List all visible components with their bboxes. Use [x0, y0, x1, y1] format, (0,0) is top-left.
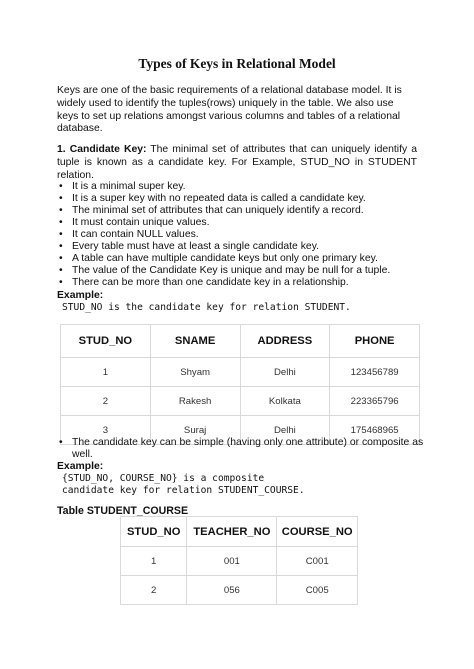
table-cell: Shyam	[150, 358, 240, 387]
column-header: PHONE	[330, 325, 420, 358]
table-cell: 3	[61, 416, 151, 445]
table-row	[121, 547, 358, 576]
table-caption: Table STUDENT_COURSE	[57, 505, 189, 517]
table-cell: 2	[61, 387, 151, 416]
table-cell: Rakesh	[150, 387, 240, 416]
table-cell: Suraj	[150, 416, 240, 445]
table-cell: 056	[187, 576, 277, 605]
column-header: TEACHER_NO	[187, 517, 277, 547]
intro-paragraph: Keys are one of the basic requirements of a relational database model. It is widely used to identify the tuples(rows) uniquely in the table. We also use keys to set up relations amongst various columns and tables of a relational database.	[57, 85, 402, 135]
candidate-key-bullet-list	[57, 181, 437, 289]
student-course-table	[120, 516, 358, 605]
bullet-item: • It must contain unique values.	[57, 217, 437, 229]
bullet-item: • The candidate key can be simple (having only one attribute) or composite as well.	[57, 437, 437, 461]
table-cell: 1	[121, 547, 187, 576]
table-cell: Delhi	[240, 416, 330, 445]
student-table	[60, 324, 420, 445]
example-code-line: {STUD_NO, COURSE_NO} is a composite	[62, 473, 265, 484]
table-cell: 223365796	[330, 387, 420, 416]
column-header: STUD_NO	[121, 517, 187, 547]
column-header: COURSE_NO	[277, 517, 358, 547]
bullet-item: • There can be more than one candidate key in a relationship.	[57, 277, 437, 289]
example-code: STUD_NO is the candidate key for relation STUDENT.	[62, 302, 351, 313]
table-row	[121, 576, 358, 605]
candidate-key-heading: 1. Candidate Key:	[57, 144, 147, 155]
example-label: Example:	[57, 290, 104, 301]
table-cell: C005	[277, 576, 358, 605]
bullet-item: • It can contain NULL values.	[57, 229, 437, 241]
example-label: Example:	[57, 461, 104, 472]
bullet-item: • The minimal set of attributes that can uniquely identify a record.	[57, 205, 437, 217]
page-title: Types of Keys in Relational Model	[138, 56, 336, 71]
bullet-item: • A table can have multiple candidate keys but only one primary key.	[57, 253, 437, 265]
bullet-item: • It is a minimal super key.	[57, 181, 437, 193]
table-cell: 175468965	[330, 416, 420, 445]
candidate-key-paragraph	[57, 144, 417, 182]
candidate-key-text: The minimal set of attributes that can uniquely identify a tuple is known as a candidate key. For Example, STUD_NO in STUDENT relation.	[57, 144, 417, 181]
table-header-row	[61, 325, 420, 358]
example-code-line: candidate key for relation STUDENT_COURSE.	[62, 485, 305, 496]
table-cell: 123456789	[330, 358, 420, 387]
table-header-row	[121, 517, 358, 547]
table-cell: 001	[187, 547, 277, 576]
column-header: SNAME	[150, 325, 240, 358]
composite-bullet-list	[57, 437, 437, 461]
bullet-item: • The value of the Candidate Key is unique and may be null for a tuple.	[57, 265, 437, 277]
table-row	[61, 387, 420, 416]
table-cell: Kolkata	[240, 387, 330, 416]
table-cell: C001	[277, 547, 358, 576]
column-header: ADDRESS	[240, 325, 330, 358]
table-cell: 2	[121, 576, 187, 605]
table-cell: 1	[61, 358, 151, 387]
table-row	[61, 358, 420, 387]
bullet-item: • It is a super key with no repeated data is called a candidate key.	[57, 193, 437, 205]
bullet-item: • Every table must have at least a single candidate key.	[57, 241, 437, 253]
column-header: STUD_NO	[61, 325, 151, 358]
table-cell: Delhi	[240, 358, 330, 387]
